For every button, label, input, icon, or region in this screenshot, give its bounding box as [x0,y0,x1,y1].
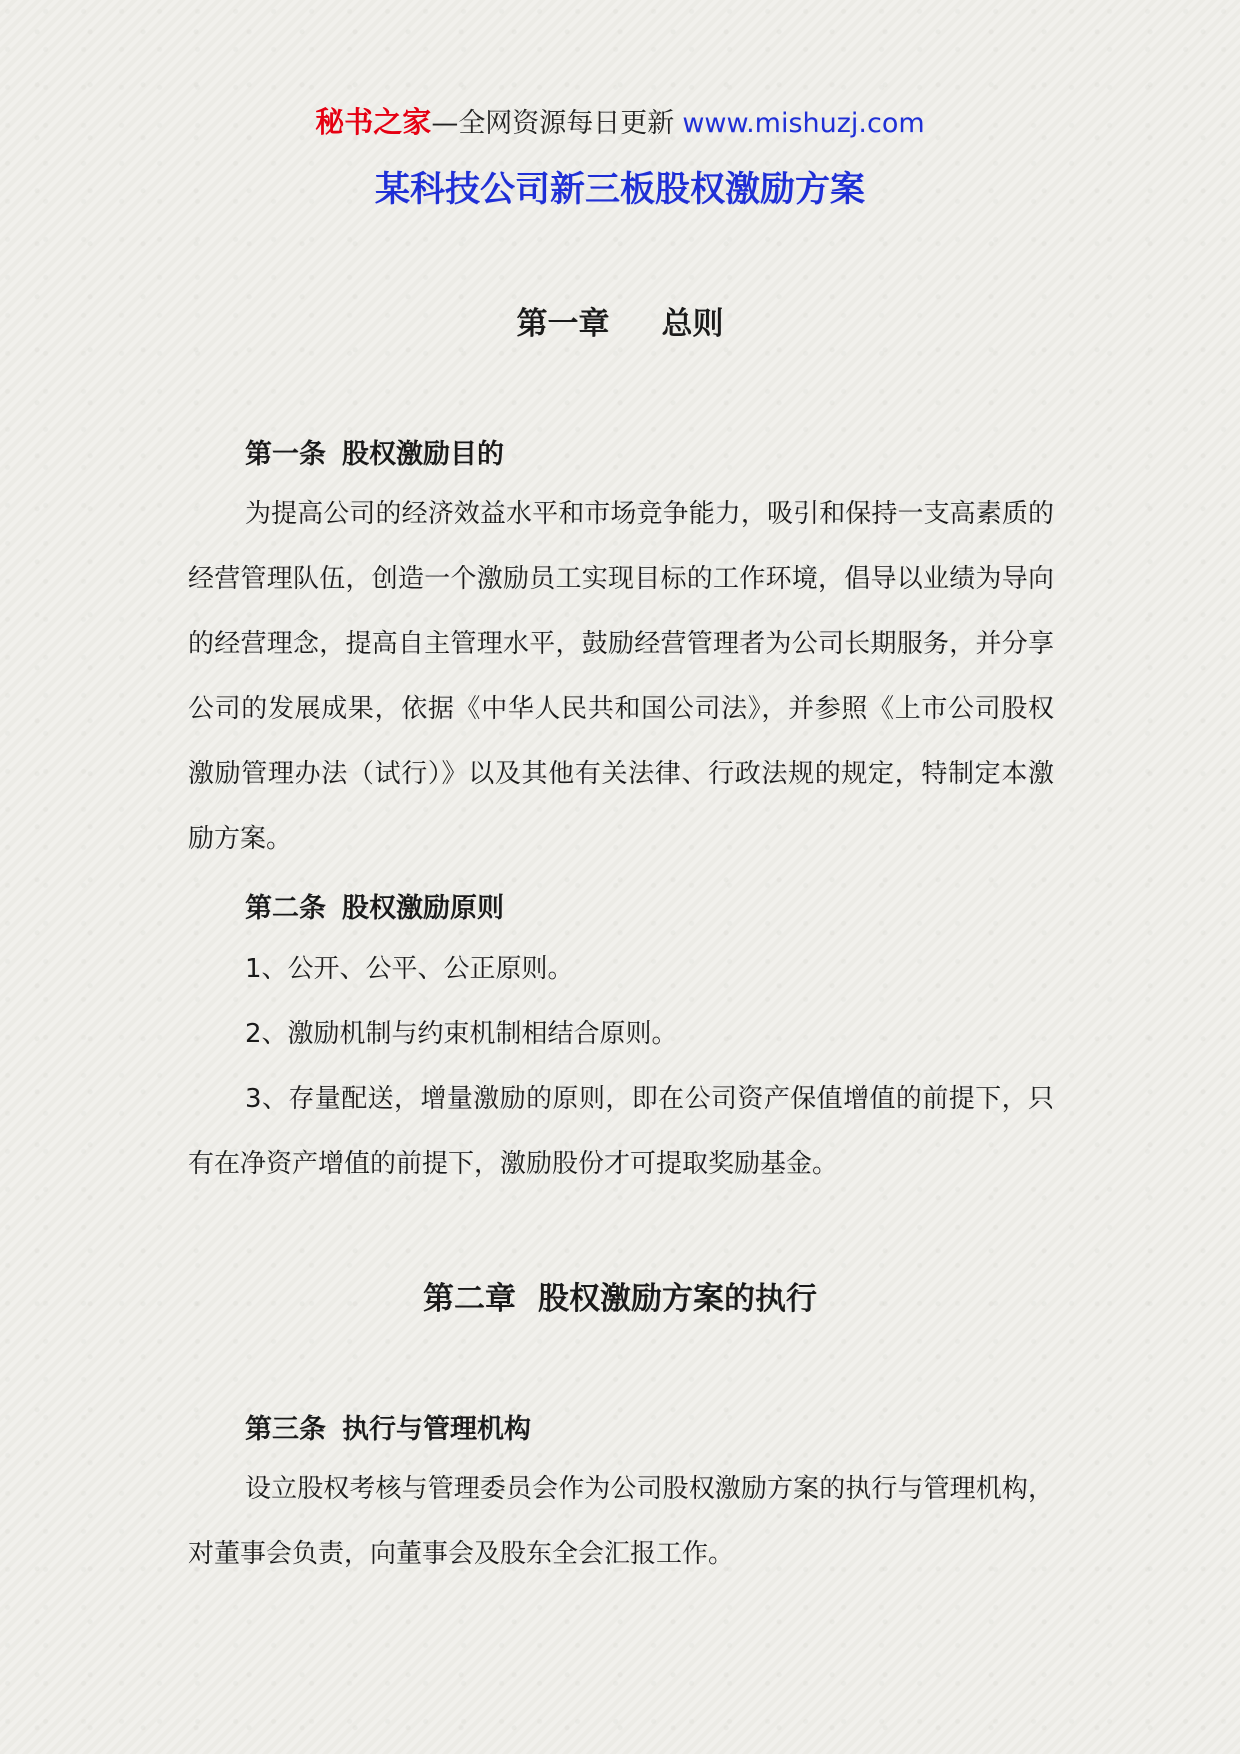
article-1-body [188,482,1054,872]
article-3-number: 第三条 [245,1414,326,1445]
chapter-2-number: 第二章 [423,1281,516,1317]
chapter-1-number: 第一章 [516,306,610,342]
article-2-heading [245,886,504,925]
article-1-paragraph: 为提高公司的经济效益水平和市场竞争能力，吸引和保持一支高素质的经营管理队伍，创造一个激励员工实现目标的工作环境，倡导以业绩为导向的经营理念，提高自主管理水平，鼓励经营管理者为公司长期服务，并分享公司的发展成果，依据《中华人民共和国公司法》，并参照《上市公司股权激励管理办法（试行）》以及其他有关法律、行政法规的规定，特制定本激励方案。 [188,499,1054,854]
article-1-number: 第一条 [245,439,326,470]
site-url-link[interactable]: www.mishuzj.com [682,108,925,139]
article-3-paragraph: 设立股权考核与管理委员会作为公司股权激励方案的执行与管理机构，对董事会负责，向董事会及股东全会汇报工作。 [188,1474,1054,1569]
article-3-body [188,1457,1054,1587]
article-2-title: 股权激励原则 [342,893,504,924]
article-1-heading [245,432,504,471]
article-3-heading [245,1407,531,1446]
principle-item-1: 1、公开、公平、公正原则。 [245,954,574,984]
article-2-number: 第二条 [245,893,326,924]
article-1-title: 股权激励目的 [342,439,504,470]
brand-name: 秘书之家 [315,105,432,139]
article-3-title: 执行与管理机构 [342,1414,531,1445]
chapter-1-title: 总则 [661,306,724,342]
chapter-1-heading [0,298,1240,343]
principle-item-2: 2、激励机制与约束机制相结合原则。 [245,1019,678,1049]
principle-item-3: 3、存量配送，增量激励的原则，即在公司资产保值增值的前提下，只有在净资产增值的前提下，激励股份才可提取奖励基金。 [188,1084,1054,1179]
chapter-2-heading [0,1273,1240,1318]
document-title: 某科技公司新三板股权激励方案 [374,170,865,210]
principle-item-3-block [188,1067,1054,1197]
header-tagline: —全网资源每日更新 [431,108,675,139]
site-header [0,102,1240,144]
chapter-2-title: 股权激励方案的执行 [538,1281,817,1317]
